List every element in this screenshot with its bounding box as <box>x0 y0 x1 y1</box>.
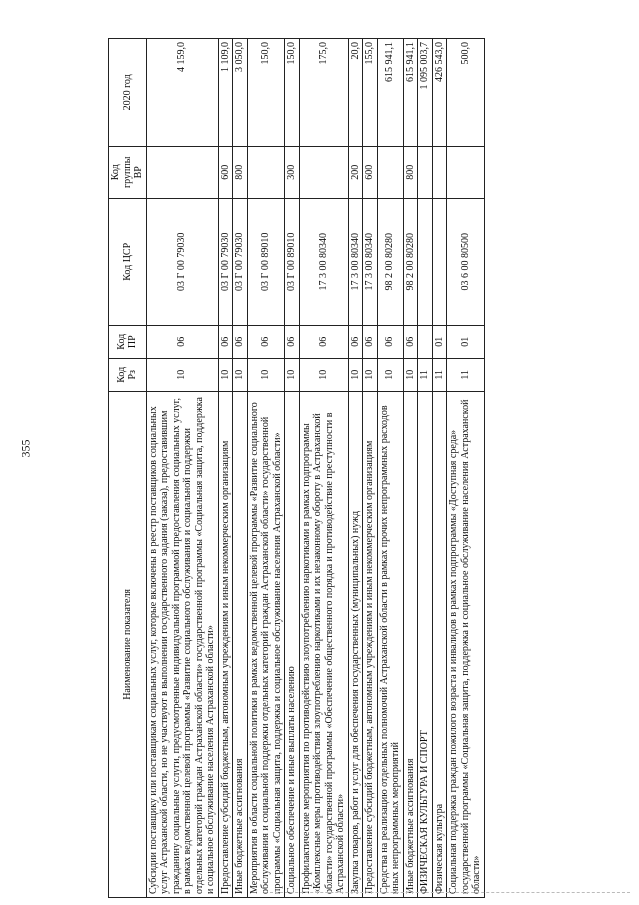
cell-pr: 06 <box>218 325 233 358</box>
table-header-row <box>109 39 147 898</box>
cell-vr <box>377 146 403 198</box>
cell-pr: 06 <box>299 325 348 358</box>
cell-rz: 10 <box>348 358 363 391</box>
cell-name: Субсидии поставщику или поставщикам социальных услуг, которые включены в реестр поставщиков социальных услуг Астраханской области, но не участвуют в выполнении государственного задания (заказа), предоставившим гражданину социальные услуги, предусмотренные индивидуальной программой предоставления социальных услуг, в рамках ведомственной целевой программы «Развитие социального обслуживания и социальной поддержки отдельных категорий граждан Астраханской области» государственной программы «Социальная защита, поддержка и социальное обслуживание населения Астраханской области» <box>146 391 218 897</box>
table-row <box>299 39 348 898</box>
header-name: Наименование показателя <box>109 391 147 897</box>
cell-rz: 10 <box>377 358 403 391</box>
cell-csr: 17 3 00 80340 <box>348 198 363 325</box>
cell-csr <box>418 198 433 325</box>
cell-name: Предоставление субсидий бюджетным, автономным учреждениям и иным некоммерческим организациям <box>363 391 378 897</box>
table-row <box>418 39 433 898</box>
scan-edge-line <box>270 892 630 893</box>
cell-name: Мероприятия в области социальной политики в рамках ведомственной целевой программы «Развитие социального обслуживания и социальной поддержки отдельных категорий граждан Астраханской области» государственной программы «Социальная защита, поддержка и социальное обслуживание населения Астраханской области» <box>247 391 285 897</box>
cell-vr <box>247 146 285 198</box>
header-vr: Код группы ВР <box>109 146 147 198</box>
page-number: 355 <box>18 439 33 458</box>
cell-pr <box>418 325 433 358</box>
header-rz: Код Рз <box>109 358 147 391</box>
cell-val: 150,0 <box>247 39 285 147</box>
cell-val: 3 050,0 <box>233 39 248 147</box>
cell-pr: 06 <box>377 325 403 358</box>
table-row <box>403 39 418 898</box>
cell-vr: 300 <box>285 146 300 198</box>
table-row <box>377 39 403 898</box>
header-year: 2020 год <box>109 39 147 147</box>
cell-vr <box>447 146 485 198</box>
cell-csr: 03 Г 00 79030 <box>218 198 233 325</box>
cell-csr: 03 Г 00 79030 <box>146 198 218 325</box>
table-row <box>348 39 363 898</box>
cell-rz: 10 <box>146 358 218 391</box>
cell-pr: 06 <box>285 325 300 358</box>
cell-csr: 98 2 00 80280 <box>403 198 418 325</box>
cell-name: Закупка товаров, работ и услуг для обеспечения государственных (муниципальных) нужд <box>348 391 363 897</box>
cell-rz: 10 <box>233 358 248 391</box>
cell-val: 4 159,0 <box>146 39 218 147</box>
cell-pr: 06 <box>233 325 248 358</box>
cell-csr: 98 2 00 80280 <box>377 198 403 325</box>
cell-rz: 11 <box>432 358 447 391</box>
cell-rz: 10 <box>285 358 300 391</box>
cell-pr: 01 <box>447 325 485 358</box>
cell-csr: 17 3 00 80340 <box>299 198 348 325</box>
cell-val: 155,0 <box>363 39 378 147</box>
cell-val: 615 941,1 <box>377 39 403 147</box>
cell-pr: 01 <box>432 325 447 358</box>
table-row <box>363 39 378 898</box>
table-row <box>233 39 248 898</box>
cell-rz: 11 <box>418 358 433 391</box>
cell-vr: 600 <box>363 146 378 198</box>
cell-csr: 03 Г 00 89010 <box>285 198 300 325</box>
cell-name: Профилактические мероприятия по противодействию злоупотреблению наркотиками в рамках подпрограммы «Комплексные меры противодействия злоупотреблению наркотиками и их незаконному обороту в Астраханской области» государственной программы «Обеспечение общественного порядка и противодействие преступности в Астраханской области» <box>299 391 348 897</box>
cell-csr: 03 6 00 80500 <box>447 198 485 325</box>
cell-name: ФИЗИЧЕСКАЯ КУЛЬТУРА И СПОРТ <box>418 391 433 897</box>
cell-name: Средства на реализацию отдельных полномочий Астраханской области в рамках прочих непрограммных расходов иных непрограммных мероприятий <box>377 391 403 897</box>
header-csr: Код ЦСР <box>109 198 147 325</box>
cell-csr: 03 Г 00 89010 <box>247 198 285 325</box>
header-pr: Код ПР <box>109 325 147 358</box>
cell-csr: 17 3 00 80340 <box>363 198 378 325</box>
cell-name: Иные бюджетные ассигнования <box>403 391 418 897</box>
cell-name: Физическая культура <box>432 391 447 897</box>
cell-name: Социальное обеспечение и иные выплаты населению <box>285 391 300 897</box>
table-row <box>285 39 300 898</box>
table-row <box>146 39 218 898</box>
cell-vr <box>146 146 218 198</box>
cell-rz: 10 <box>363 358 378 391</box>
cell-val: 1 095 003,7 <box>418 39 433 147</box>
cell-val: 500,0 <box>447 39 485 147</box>
cell-vr <box>299 146 348 198</box>
cell-pr: 06 <box>247 325 285 358</box>
cell-val: 175,0 <box>299 39 348 147</box>
cell-pr: 06 <box>363 325 378 358</box>
cell-vr <box>432 146 447 198</box>
cell-vr <box>418 146 433 198</box>
cell-val: 20,0 <box>348 39 363 147</box>
cell-pr: 06 <box>146 325 218 358</box>
rotated-table-sheet <box>108 38 608 898</box>
cell-csr: 03 Г 00 79030 <box>233 198 248 325</box>
cell-rz: 10 <box>218 358 233 391</box>
table-row <box>432 39 447 898</box>
cell-val: 150,0 <box>285 39 300 147</box>
cell-val: 615 941,1 <box>403 39 418 147</box>
cell-val: 1 109,0 <box>218 39 233 147</box>
cell-val: 426 543,0 <box>432 39 447 147</box>
cell-vr: 600 <box>218 146 233 198</box>
cell-vr: 200 <box>348 146 363 198</box>
cell-csr <box>432 198 447 325</box>
cell-vr: 800 <box>403 146 418 198</box>
cell-rz: 10 <box>299 358 348 391</box>
cell-rz: 10 <box>247 358 285 391</box>
cell-pr: 06 <box>403 325 418 358</box>
table-row <box>447 39 485 898</box>
cell-rz: 11 <box>447 358 485 391</box>
cell-name: Социальная поддержка граждан пожилого возраста и инвалидов в рамках подпрограммы «Доступная среда» государственной программы «Социальная защита, поддержка и социальное обслуживание населения Астраханской области» <box>447 391 485 897</box>
cell-name: Иные бюджетные ассигнования <box>233 391 248 897</box>
budget-table <box>108 38 485 898</box>
cell-name: Предоставление субсидий бюджетным, автономным учреждениям и иным некоммерческим организациям <box>218 391 233 897</box>
table-row <box>247 39 285 898</box>
cell-rz: 10 <box>403 358 418 391</box>
table-row <box>218 39 233 898</box>
cell-vr: 800 <box>233 146 248 198</box>
cell-pr: 06 <box>348 325 363 358</box>
